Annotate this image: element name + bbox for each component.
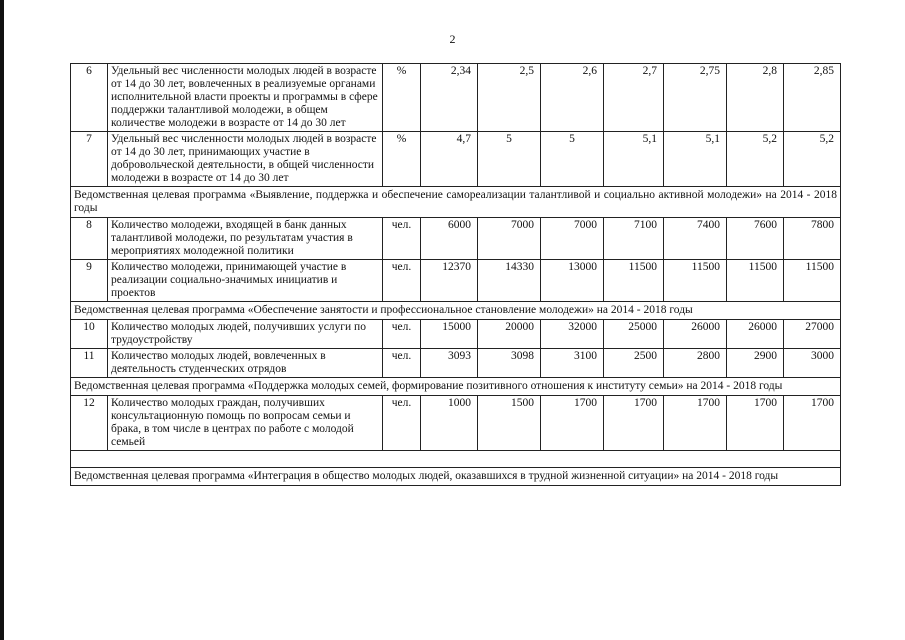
value-cell: 7600 bbox=[727, 218, 784, 260]
value-cell: 2500 bbox=[604, 349, 664, 378]
value-cell: 14330 bbox=[478, 260, 541, 302]
section-row bbox=[71, 302, 841, 320]
row-number: 6 bbox=[71, 64, 108, 132]
value-cell: 1700 bbox=[541, 396, 604, 451]
unit-cell: чел. bbox=[383, 260, 421, 302]
value-cell: 11500 bbox=[727, 260, 784, 302]
value-cell: 1700 bbox=[604, 396, 664, 451]
indicator-name: Удельный вес численности молодых людей в возрасте от 14 до 30 лет, вовлеченных в реализуемые органами исполнительной власти проекты и программы в сфере поддержки талантливой молодежи, в общем количестве молодежи в возрасте от 14 до 30 лет bbox=[108, 64, 383, 132]
value-cell: 13000 bbox=[541, 260, 604, 302]
value-cell: 1500 bbox=[478, 396, 541, 451]
value-cell: 2,8 bbox=[727, 64, 784, 132]
value-cell: 6000 bbox=[421, 218, 478, 260]
value-cell: 11500 bbox=[664, 260, 727, 302]
row-number: 9 bbox=[71, 260, 108, 302]
value-cell: 1000 bbox=[421, 396, 478, 451]
value-cell: 2,5 bbox=[478, 64, 541, 132]
value-cell: 4,7 bbox=[421, 132, 478, 187]
table-row bbox=[71, 349, 841, 378]
page-number: 2 bbox=[449, 32, 456, 46]
section-row bbox=[71, 468, 841, 486]
value-cell: 2,6 bbox=[541, 64, 604, 132]
section-row bbox=[71, 187, 841, 218]
value-cell: 5,2 bbox=[784, 132, 841, 187]
value-cell: 15000 bbox=[421, 320, 478, 349]
value-cell: 3100 bbox=[541, 349, 604, 378]
value-cell: 5 bbox=[541, 132, 604, 187]
value-cell: 7000 bbox=[478, 218, 541, 260]
table-row bbox=[71, 396, 841, 451]
value-cell: 5,1 bbox=[664, 132, 727, 187]
value-cell: 12370 bbox=[421, 260, 478, 302]
value-cell: 5,1 bbox=[604, 132, 664, 187]
value-cell: 2,85 bbox=[784, 64, 841, 132]
indicator-name: Количество молодежи, принимающей участие в реализации социально-значимых инициатив и проектов bbox=[108, 260, 383, 302]
table-row bbox=[71, 132, 841, 187]
section-row bbox=[71, 378, 841, 396]
value-cell: 2,7 bbox=[604, 64, 664, 132]
value-cell: 1700 bbox=[784, 396, 841, 451]
value-cell: 7800 bbox=[784, 218, 841, 260]
value-cell: 5 bbox=[478, 132, 541, 187]
value-cell: 3098 bbox=[478, 349, 541, 378]
row-number: 7 bbox=[71, 132, 108, 187]
unit-cell: % bbox=[383, 132, 421, 187]
program-title: Ведомственная целевая программа «Интеграция в общество молодых людей, оказавшихся в трудной жизненной ситуации» на 2014 - 2018 годы bbox=[71, 468, 841, 486]
table-row bbox=[71, 218, 841, 260]
unit-cell: чел. bbox=[383, 320, 421, 349]
row-number: 10 bbox=[71, 320, 108, 349]
unit-cell: чел. bbox=[383, 218, 421, 260]
page-edge-bar bbox=[0, 0, 4, 640]
row-number: 8 bbox=[71, 218, 108, 260]
unit-cell: % bbox=[383, 64, 421, 132]
value-cell: 27000 bbox=[784, 320, 841, 349]
program-title: Ведомственная целевая программа «Обеспечение занятости и профессиональное становление молодежи» на 2014 - 2018 годы bbox=[71, 302, 841, 320]
document-page bbox=[70, 63, 840, 486]
table-row bbox=[71, 320, 841, 349]
value-cell: 3093 bbox=[421, 349, 478, 378]
value-cell: 11500 bbox=[604, 260, 664, 302]
value-cell: 7400 bbox=[664, 218, 727, 260]
empty-row bbox=[71, 451, 841, 468]
row-number: 12 bbox=[71, 396, 108, 451]
table-row bbox=[71, 64, 841, 132]
value-cell: 3000 bbox=[784, 349, 841, 378]
value-cell: 20000 bbox=[478, 320, 541, 349]
value-cell: 26000 bbox=[664, 320, 727, 349]
indicator-name: Количество молодых граждан, получивших консультационную помощь по вопросам семьи и брака, в том числе в центрах по работе с молодой семьей bbox=[108, 396, 383, 451]
value-cell: 1700 bbox=[727, 396, 784, 451]
indicator-name: Количество молодых людей, получивших услуги по трудоустройству bbox=[108, 320, 383, 349]
indicator-name: Количество молодых людей, вовлеченных в деятельность студенческих отрядов bbox=[108, 349, 383, 378]
value-cell: 25000 bbox=[604, 320, 664, 349]
value-cell: 1700 bbox=[664, 396, 727, 451]
program-title: Ведомственная целевая программа «Выявление, поддержка и обеспечение самореализации талантливой и социально активной молодежи» на 2014 - 2018 годы bbox=[71, 187, 841, 218]
indicator-name: Количество молодежи, входящей в банк данных талантливой молодежи, по результатам участия в мероприятиях молодежной политики bbox=[108, 218, 383, 260]
value-cell: 26000 bbox=[727, 320, 784, 349]
table-row bbox=[71, 260, 841, 302]
empty-cell bbox=[71, 451, 841, 468]
value-cell: 32000 bbox=[541, 320, 604, 349]
value-cell: 2900 bbox=[727, 349, 784, 378]
value-cell: 2,34 bbox=[421, 64, 478, 132]
value-cell: 11500 bbox=[784, 260, 841, 302]
row-number: 11 bbox=[71, 349, 108, 378]
indicators-table bbox=[70, 63, 841, 486]
value-cell: 7100 bbox=[604, 218, 664, 260]
unit-cell: чел. bbox=[383, 396, 421, 451]
unit-cell: чел. bbox=[383, 349, 421, 378]
program-title: Ведомственная целевая программа «Поддержка молодых семей, формирование позитивного отношения к институту семьи» на 2014 - 2018 годы bbox=[71, 378, 841, 396]
value-cell: 5,2 bbox=[727, 132, 784, 187]
table-body bbox=[71, 64, 841, 486]
value-cell: 2800 bbox=[664, 349, 727, 378]
indicator-name: Удельный вес численности молодых людей в возрасте от 14 до 30 лет, принимающих участие в добровольческой деятельности, в общей численности молодежи в возрасте от 14 до 30 лет bbox=[108, 132, 383, 187]
value-cell: 7000 bbox=[541, 218, 604, 260]
value-cell: 2,75 bbox=[664, 64, 727, 132]
